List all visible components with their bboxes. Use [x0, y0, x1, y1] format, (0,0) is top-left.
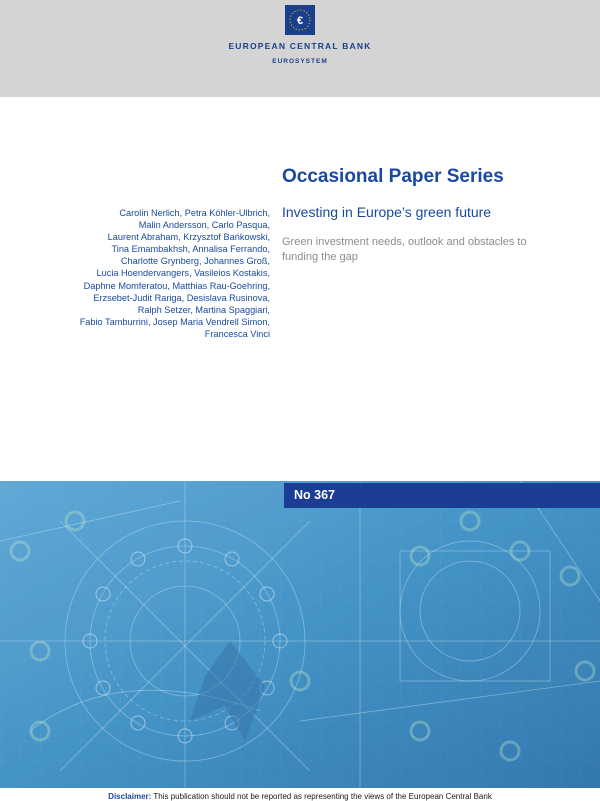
author-line: Ralph Setzer, Martina Spaggiari, [137, 304, 270, 315]
header-band [0, 0, 600, 97]
author-list [40, 207, 270, 340]
paper-title: Investing in Europe’s green future [282, 204, 492, 220]
bank-subtitle: EUROSYSTEM [272, 58, 328, 65]
author-line: Erzsebet-Judit Rariga, Desislava Rusinova, [93, 292, 270, 303]
author-line: Fabio Tamburrini, Josep Maria Vendrell Simon, [79, 316, 270, 327]
svg-text:€: € [296, 15, 304, 27]
disclaimer-text: This publication should not be reported as representing the views of the European Central Bank [153, 792, 492, 801]
cover-artwork [0, 481, 600, 788]
paper-subtitle: Green investment needs, outlook and obstacles to funding the gap [282, 236, 527, 263]
issue-number-badge [284, 483, 600, 508]
author-line: Lucia Hoendervangers, Vasileios Kostakis, [96, 268, 270, 279]
author-line: Charlotte Grynberg, Johannes Groß, [120, 256, 270, 267]
author-line: Malin Andersson, Carlo Pasqua, [138, 220, 270, 231]
bank-name: EUROPEAN CENTRAL BANK [228, 41, 372, 51]
author-line: Daphne Momferatou, Matthias Rau-Goehring, [83, 280, 270, 291]
issue-number: No 367 [294, 488, 335, 502]
series-title: Occasional Paper Series [282, 166, 504, 187]
cover-blueprint-image [0, 481, 600, 788]
author-line: Francesca Vinci [204, 328, 270, 339]
author-line: Carolin Nerlich, Petra Köhler-Ulbrich, [119, 208, 270, 218]
author-line: Tina Emambakhsh, Annalisa Ferrando, [111, 244, 270, 255]
disclaimer-label: Disclaimer: [108, 792, 152, 801]
ecb-euro-logo-icon [285, 5, 315, 35]
author-line: Laurent Abraham, Krzysztof Bańkowski, [107, 232, 270, 243]
